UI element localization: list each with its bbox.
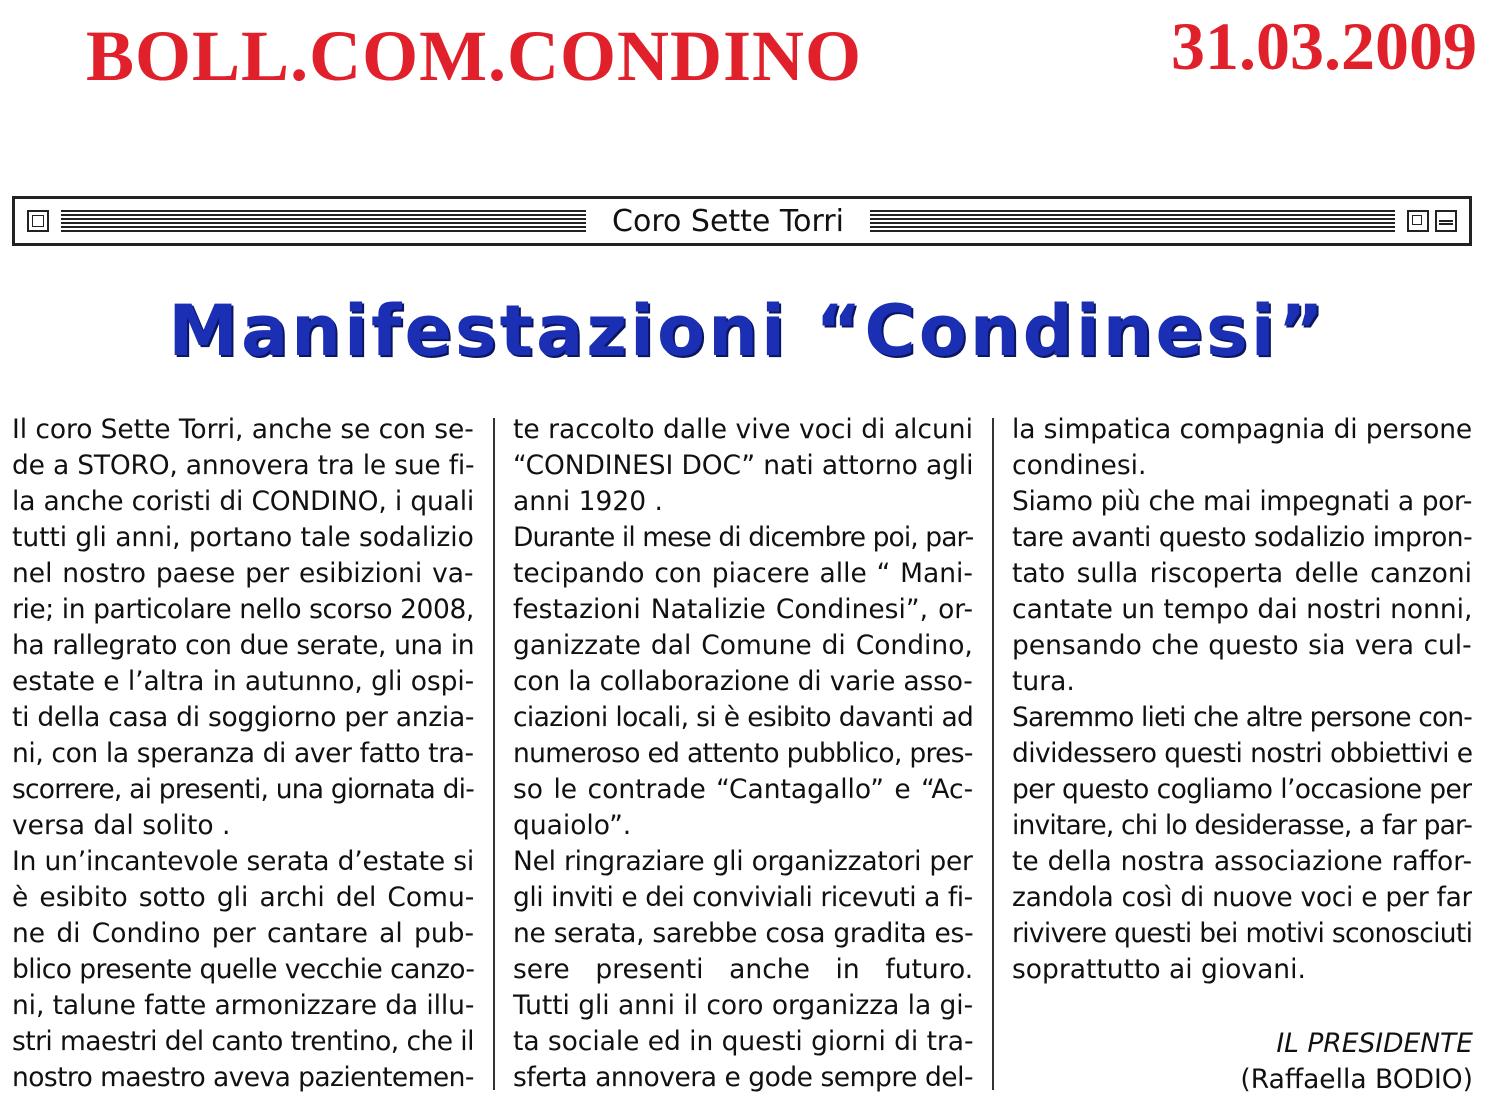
article-line: te raccolto dalle vive voci di alcuni xyxy=(513,414,973,445)
window-title-bar xyxy=(12,196,1472,246)
article-line: tura. xyxy=(1012,666,1075,697)
article-line: dividessero questi nostri obbiettivi e xyxy=(1012,738,1472,769)
article-line: sferta annovera e gode sempre del- xyxy=(513,1062,973,1093)
article-line: ti della casa di soggiorno per anzia- xyxy=(12,702,474,733)
close-box-icon xyxy=(27,210,49,232)
article-line: per questo cogliamo l’occasione per xyxy=(1012,774,1472,805)
zoom-box-icon xyxy=(1407,210,1429,232)
article-line: festazioni Natalizie Condinesi”, or- xyxy=(513,594,973,625)
signature-name: (Raffaella BODIO) xyxy=(1240,1064,1473,1095)
article-line: con la collaborazione di varie asso- xyxy=(513,666,973,697)
article-column-3 xyxy=(1012,412,1472,988)
article-line: estate e l’altra in autunno, gli ospi- xyxy=(12,666,474,697)
article-line: soprattutto ai giovani. xyxy=(1012,954,1306,985)
article-line: Il coro Sette Torri, anche se con se- xyxy=(12,414,474,445)
window-controls xyxy=(1407,210,1457,232)
article-line: tato sulla riscoperta delle canzoni xyxy=(1012,558,1472,589)
article-line: invitare, chi lo desiderasse, a far par- xyxy=(1012,810,1472,841)
title-bar-stripes-left xyxy=(61,210,586,232)
article-line: blico presente quelle vecchie canzo- xyxy=(12,954,474,985)
article-line: tutti gli anni, portano tale sodalizio xyxy=(12,522,474,553)
article-line: Nel ringraziare gli organizzatori per xyxy=(513,846,973,877)
article-line: pensando che questo sia vera cul- xyxy=(1012,630,1472,661)
article-column-2 xyxy=(513,412,973,1096)
masthead: BOLL.COM.CONDINO xyxy=(86,16,863,96)
article-line: anni 1920 . xyxy=(513,486,663,517)
column-divider xyxy=(493,418,495,1090)
article-line: ne serata, sarebbe cosa gradita es- xyxy=(513,918,973,949)
article-line: ne di Condino per cantare al pub- xyxy=(12,918,474,949)
article-line: Saremmo lieti che altre persone con- xyxy=(1012,702,1472,733)
article-line: gli inviti e dei conviviali ricevuti a fi- xyxy=(513,882,973,913)
article-line: ta sociale ed in questi giorni di tra- xyxy=(513,1026,973,1057)
article-line: ciazioni locali, si è esibito davanti ad xyxy=(513,702,973,733)
article-line: rie; in particolare nello scorso 2008, xyxy=(12,594,474,625)
article-line: quaiolo”. xyxy=(513,810,632,841)
article-line: scorrere, ai presenti, una giornata di- xyxy=(12,774,474,805)
article-column-1 xyxy=(12,412,474,1096)
article-line: la anche coristi di CONDINO, i quali xyxy=(12,486,474,517)
article-line: sere presenti anche in futuro. xyxy=(513,954,973,985)
article-line: ni, con la speranza di aver fatto tra- xyxy=(12,738,474,769)
article-line: In un’incantevole serata d’estate si xyxy=(12,846,474,877)
article-line: ganizzate dal Comune di Condino, xyxy=(513,630,973,661)
article-line: Tutti gli anni il coro organizza la gi- xyxy=(513,990,973,1021)
article-line: so le contrade “Cantagallo” e “Ac- xyxy=(513,774,973,805)
collapse-box-icon xyxy=(1435,210,1457,232)
publication-date: 31.03.2009 xyxy=(1171,8,1477,84)
article-line: nel nostro paese per esibizioni va- xyxy=(12,558,474,589)
title-bar-stripes-right xyxy=(870,210,1395,232)
article-line: tare avanti questo sodalizio impron- xyxy=(1012,522,1472,553)
article-line: cantate un tempo dai nostri nonni, xyxy=(1012,594,1472,625)
article-line: de a STORO, annovera tra le sue fi- xyxy=(12,450,474,481)
article-line: ni, talune fatte armonizzare da illu- xyxy=(12,990,474,1021)
window-title: Coro Sette Torri xyxy=(612,203,844,239)
article-line: la simpatica compagnia di persone xyxy=(1012,414,1472,445)
article-line: numeroso ed attento pubblico, pres- xyxy=(513,738,973,769)
article-line: versa dal solito . xyxy=(12,810,231,841)
article-line: tecipando con piacere alle “ Mani- xyxy=(513,558,973,589)
article-line: ha rallegrato con due serate, una in xyxy=(12,630,474,661)
article-line: rivivere questi bei motivi sconosciuti xyxy=(1012,918,1472,949)
article-line: nostro maestro aveva pazientemen- xyxy=(12,1062,474,1093)
article-line: zandola così di nuove voci e per far xyxy=(1012,882,1472,913)
column-divider xyxy=(992,418,994,1090)
article-line: è esibito sotto gli archi del Comu- xyxy=(12,882,474,913)
article-line: te della nostra associazione raffor- xyxy=(1012,846,1472,877)
article-line: “CONDINESI DOC” nati attorno agli xyxy=(513,450,973,481)
article-headline: Manifestazioni “Condinesi” xyxy=(168,290,1327,372)
article-line: stri maestri del canto trentino, che il xyxy=(12,1026,474,1057)
article-line: Siamo più che mai impegnati a por- xyxy=(1012,486,1472,517)
article-line: Durante il mese di dicembre poi, par- xyxy=(513,522,973,553)
article-line: condinesi. xyxy=(1012,450,1147,481)
signature-title: IL PRESIDENTE xyxy=(1276,1028,1473,1059)
